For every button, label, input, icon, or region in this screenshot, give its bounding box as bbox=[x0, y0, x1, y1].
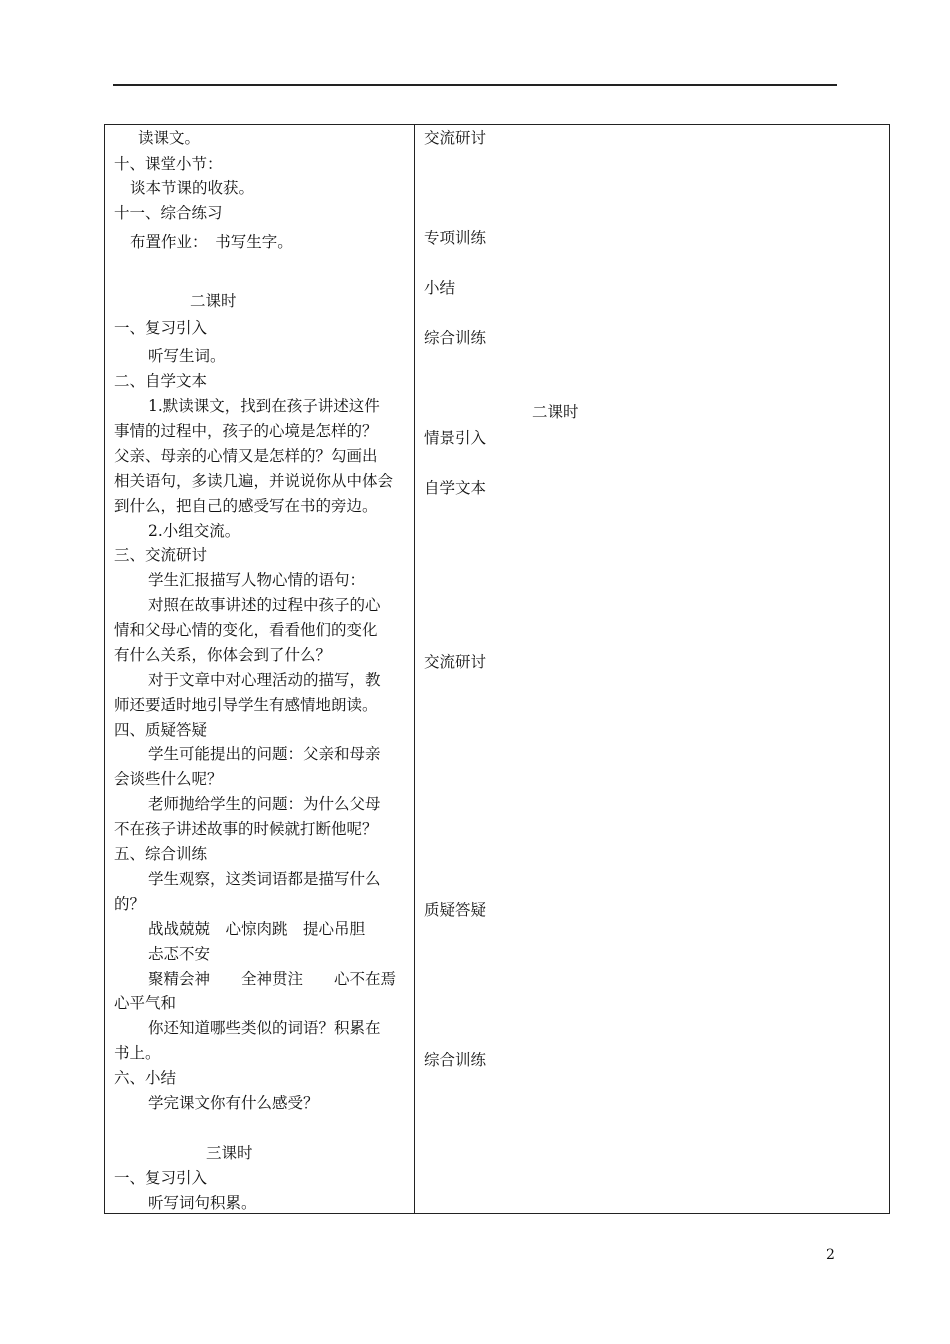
left-line: 书上。 bbox=[114, 1044, 161, 1062]
left-line: 学完课文你有什么感受？ bbox=[148, 1094, 319, 1112]
right-line: 专项训练 bbox=[424, 229, 487, 247]
left-line: 事情的过程中，孩子的心境是怎样的？ bbox=[114, 422, 378, 440]
left-line: 学生可能提出的问题：父亲和母亲 bbox=[148, 745, 381, 763]
left-line: 学生汇报描写人物心情的语句： bbox=[148, 571, 366, 589]
left-line: 2.小组交流。 bbox=[148, 522, 241, 540]
right-line: 交流研讨 bbox=[424, 653, 487, 671]
left-line: 对于文章中对心理活动的描写，教 bbox=[148, 671, 381, 689]
left-line: 对照在故事讲述的过程中孩子的心 bbox=[148, 596, 381, 614]
left-line: 有什么关系，你体会到了什么？ bbox=[114, 646, 332, 664]
left-line: 情和父母心情的变化，看看他们的变化 bbox=[114, 621, 378, 639]
left-line: 十、课堂小节： bbox=[114, 155, 223, 173]
left-line: 十一、综合练习 bbox=[114, 204, 223, 222]
left-line: 读课文。 bbox=[138, 129, 201, 147]
left-line: 到什么，把自己的感受写在书的旁边。 bbox=[114, 497, 378, 515]
right-line: 交流研讨 bbox=[424, 129, 487, 147]
left-line: 听写生词。 bbox=[148, 347, 226, 365]
left-line: 师还要适时地引导学生有感情地朗读。 bbox=[114, 696, 378, 714]
left-line: 谈本节课的收获。 bbox=[130, 179, 255, 197]
left-line: 听写词句积累。 bbox=[148, 1194, 257, 1212]
left-line: 一、复习引入 bbox=[114, 1169, 208, 1187]
left-line: 相关语句，多读几遍，并说说你从中体会 bbox=[114, 472, 394, 490]
left-line: 老师抛给学生的问题：为什么父母 bbox=[148, 795, 381, 813]
left-line: 二课时 bbox=[190, 292, 237, 310]
lesson-table bbox=[104, 124, 890, 1214]
right-line: 小结 bbox=[424, 279, 456, 297]
left-line: 二、自学文本 bbox=[114, 372, 208, 390]
left-line: 四、质疑答疑 bbox=[114, 721, 208, 739]
left-line: 不在孩子讲述故事的时候就打断他呢？ bbox=[114, 820, 378, 838]
left-line: 你还知道哪些类似的词语？积累在 bbox=[148, 1019, 381, 1037]
right-line: 综合训练 bbox=[424, 1051, 487, 1069]
left-line: 的？ bbox=[114, 895, 146, 913]
left-line: 六、小结 bbox=[114, 1069, 177, 1087]
left-line: 战战兢兢 心惊肉跳 提心吊胆 bbox=[148, 920, 366, 938]
left-line: 聚精会神 全神贯注 心不在焉 bbox=[148, 970, 397, 988]
right-line: 二课时 bbox=[532, 403, 579, 421]
left-line: 会谈些什么呢？ bbox=[114, 770, 223, 788]
left-line: 三课时 bbox=[206, 1144, 253, 1162]
column-divider bbox=[414, 124, 415, 1214]
page-number: 2 bbox=[826, 1247, 835, 1263]
right-line: 质疑答疑 bbox=[424, 901, 487, 919]
right-line: 综合训练 bbox=[424, 329, 487, 347]
left-line: 学生观察，这类词语都是描写什么 bbox=[148, 870, 381, 888]
left-line: 心平气和 bbox=[114, 994, 177, 1012]
left-line: 忐忑不安 bbox=[148, 945, 211, 963]
header-rule bbox=[113, 84, 837, 86]
right-line: 自学文本 bbox=[424, 479, 487, 497]
left-line: 1.默读课文，找到在孩子讲述这件 bbox=[148, 397, 380, 415]
left-line: 布置作业： 书写生字。 bbox=[130, 233, 293, 251]
left-line: 一、复习引入 bbox=[114, 319, 208, 337]
left-line: 父亲、母亲的心情又是怎样的？勾画出 bbox=[114, 447, 378, 465]
right-line: 情景引入 bbox=[424, 429, 487, 447]
left-line: 五、综合训练 bbox=[114, 845, 208, 863]
left-line: 三、交流研讨 bbox=[114, 546, 208, 564]
